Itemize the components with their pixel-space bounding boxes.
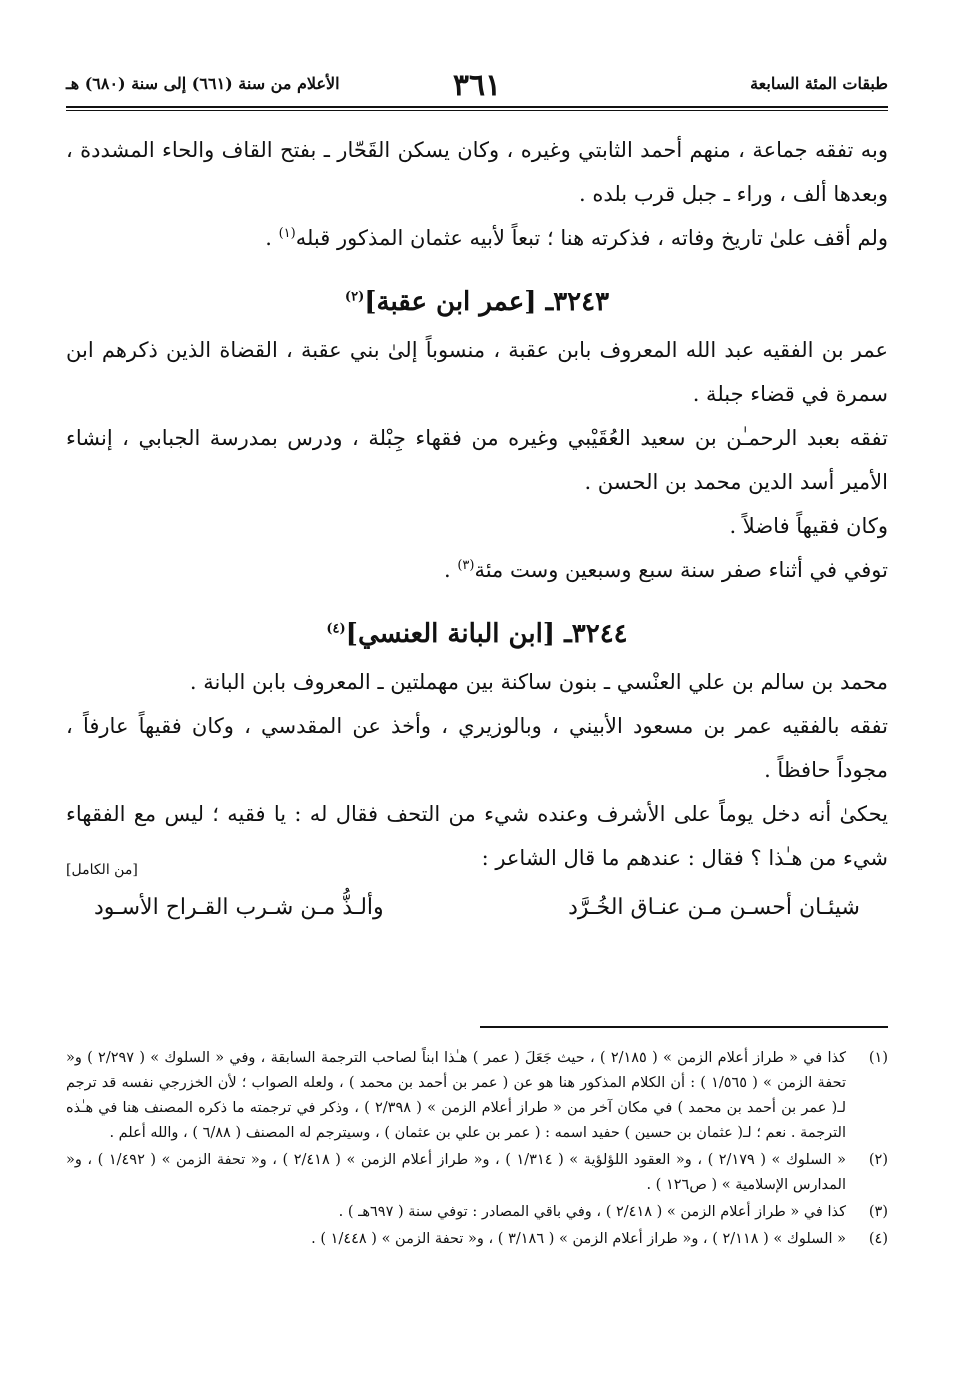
entry-3244-paragraph-2: تفقه بالفقيه عمر بن مسعود الأبيني ، وبالوزيري ، وأخذ عن المقدسي ، وكان فقيهاً عارفاً ، مجوداً حافظاً . [66, 714, 888, 782]
footnote-number: (٤) [868, 1231, 888, 1247]
entry-heading-3243: ٣٢٤٣ـ [عمر ابن عقبة]$^{(٢)}$ [344, 287, 610, 317]
footnote-number: (٣) [868, 1204, 888, 1220]
entry-3243-paragraph-2: تفقه بعبد الرحمـٰن بن سعيد العُقَيْبي وغيره من فقهاء جِبْلة ، ودرس بمدرسة الجبابي ، إنشاء الأمير أسد الدين محمد بن الحسن . [66, 426, 888, 494]
verse-first-hemistich: شيئـان أحسـن مـن عنـاق الخُـرَّد [568, 895, 860, 920]
main-text [66, 128, 888, 926]
footnotes [66, 1046, 888, 1254]
footnote-number: (٢) [868, 1152, 888, 1168]
entry-3243-paragraph-3: وكان فقيهاً فاضلاً . [729, 514, 888, 538]
running-head-range: الأعلام من سنة (٦٦١) إلى سنة (٦٨٠) هـ [66, 74, 340, 93]
poetry-verse [66, 862, 888, 926]
page-number: ٣٦١ [452, 68, 502, 103]
header-rule [66, 106, 888, 108]
footnote-ref-2: (٢) [344, 289, 365, 305]
verse-second-hemistich: وألـذُّ مـن شـرب القـراح الأسـود [94, 895, 384, 920]
footnote-ref-3: (٣) [457, 558, 475, 573]
footnote-2 [66, 1148, 888, 1198]
verse-meter-label: [من الكامل] [66, 862, 138, 878]
footnote-4 [66, 1227, 888, 1252]
entry-heading-3244: ٣٢٤٤ـ [ابن البانة العنسي]$^{(٤)}$ [326, 619, 628, 649]
footnote-text: كذا في « طراز أعلام الزمن » ( ٢/١٨٥ ) ، حيث جَعَلَ ( عمر ) هـٰذا ابناً لصاحب الترجمة السابقة ، وفي « السلوك » ( ٢/٢٩٧ ) و« تحفة الزمن » ( ١/٥٦٥ ) : أن الكلام المذكور هنا هو عن ( عمر بن أحمد بن محمد ) ، ولعله الصواب ؛ لأن الخزرجي نفسه قد ترجم لـ( عمر بن أحمد بن محمد ) في مكان آخر من « طراز أعلام الزمن » ( ٢/٣٩٨ ) ، وذكر في ترجمته ما ذكره المصنف هنا في هـٰذه الترجمة . نعم ؛ لـ( عثمان بن حسين ) حفيد اسمه : ( عمر بن علي بن عثمان ) ، وسيترجم له المصنف ( ٦/٨٨ ) ، والله أعلم . [66, 1050, 847, 1141]
footnote-ref-4: (٤) [326, 621, 346, 637]
entry-3243-paragraph-1: عمر بن الفقيه عبد الله المعروف بابن عقبة ، منسوباً إلىٰ بني عقبة ، القضاة الذين ذكرهم ابن سمرة في قضاء جبلة . [66, 338, 888, 406]
footnote-ref-1: (١) [278, 226, 296, 241]
intro-paragraph-2: ولم أقف علىٰ تاريخ وفاته ، فذكرته هنا ؛ تبعاً لأبيه عثمان المذكور قبله$^{(١)}$ . [265, 226, 888, 250]
entry-3243-paragraph-4: توفي في أثناء صفر سنة سبع وسبعين وست مئة$^{(٣)}$ . [443, 558, 888, 582]
intro-paragraph-1: وبه تفقه جماعة ، منهم أحمد الثابتي وغيره ، وكان يسكن القَحّار ـ بفتح القاف والحاء المشددة ، وبعدها ألف ، وراء ـ جبل قرب بلده . [66, 138, 888, 206]
footnote-text: كذا في « طراز أعلام الزمن » ( ٢/٤١٨ ) ، وفي باقي المصادر : توفي سنة ( ٦٩٧هـ ) . [338, 1204, 846, 1220]
page-header [66, 68, 888, 104]
entry-3244-paragraph-1: محمد بن سالم بن علي العنْسي ـ بنون ساكنة بين مهملتين ـ المعروف بابن البانة . [189, 670, 888, 694]
footnote-separator [480, 1026, 888, 1028]
footnote-1 [66, 1046, 888, 1146]
footnote-text: « السلوك » ( ٢/١١٨ ) ، و« طراز أعلام الزمن » ( ٣/١٨٦ ) ، و« تحفة الزمن » ( ١/٤٤٨ ) . [311, 1231, 846, 1247]
footnote-3 [66, 1200, 888, 1225]
header-rule-thin [66, 110, 888, 111]
entry-3244-paragraph-3: يحكىٰ أنه دخل يوماً على الأشرف وعنده شيء من التحف فقال له : يا فقيه ؛ ليس مع الفقهاء شيء من هـٰذا ؟ فقال : عندهم ما قال الشاعر : [66, 802, 888, 870]
running-head-book-title: طبقات المئة السابعة [750, 74, 888, 93]
footnote-text: « السلوك » ( ٢/١٧٩ ) ، و« العقود اللؤلؤية » ( ١/٣١٤ ) ، و« طراز أعلام الزمن » ( ٢/٤١٨ ) ، و« تحفة الزمن » ( ١/٤٩٢ ) ، و« المدارس الإسلامية » ( ص١٢٦ ) . [66, 1152, 846, 1193]
footnote-number: (١) [868, 1050, 888, 1066]
